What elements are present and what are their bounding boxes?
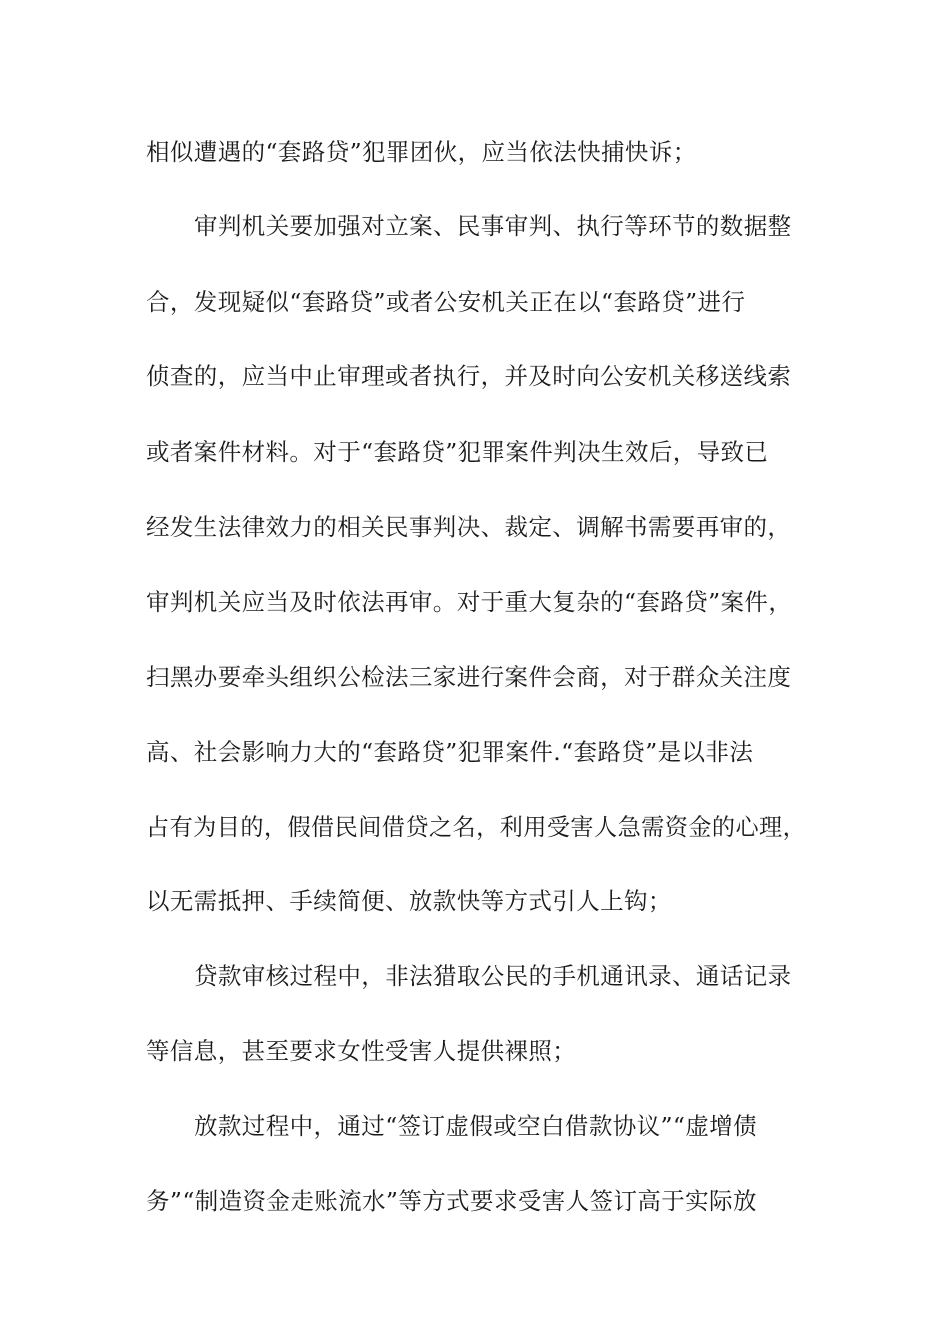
text-line: 务”“制造资金走账流水”等方式要求受害人签订高于实际放 [146, 1187, 757, 1215]
text-line: 侦查的，应当中止审理或者执行，并及时向公安机关移送线索 [146, 362, 792, 390]
text-line: 放款过程中，通过“签订虚假或空白借款协议”“虚增债 [194, 1112, 758, 1140]
text-line: 扫黑办要牵头组织公检法三家进行案件会商，对于群众关注度 [146, 663, 792, 691]
text-line: 或者案件材料。对于“套路贷”犯罪案件判决生效后，导致已 [146, 438, 769, 466]
text-line: 等信息，甚至要求女性受害人提供裸照； [146, 1037, 577, 1065]
text-line: 以无需抵押、手续简便、放款快等方式引人上钩； [146, 887, 672, 915]
text-line: 贷款审核过程中，非法猎取公民的手机通讯录、通话记录 [194, 962, 792, 990]
text-line: 合，发现疑似“套路贷”或者公安机关正在以“套路贷”进行 [146, 288, 746, 316]
text-line: 相似遭遇的“套路贷”犯罪团伙，应当依法快捕快诉； [146, 138, 697, 166]
text-line: 占有为目的，假借民间借贷之名，利用受害人急需资金的心理， [146, 813, 807, 841]
text-line: 审判机关要加强对立案、民事审判、执行等环节的数据整 [194, 212, 792, 240]
text-line: 高、社会影响力大的“套路贷”犯罪案件.“套路贷”是以非法 [146, 738, 754, 766]
text-line: 经发生法律效力的相关民事判决、裁定、调解书需要再审的， [146, 513, 792, 541]
text-line: 审判机关应当及时依法再审。对于重大复杂的“套路贷”案件， [146, 588, 793, 616]
